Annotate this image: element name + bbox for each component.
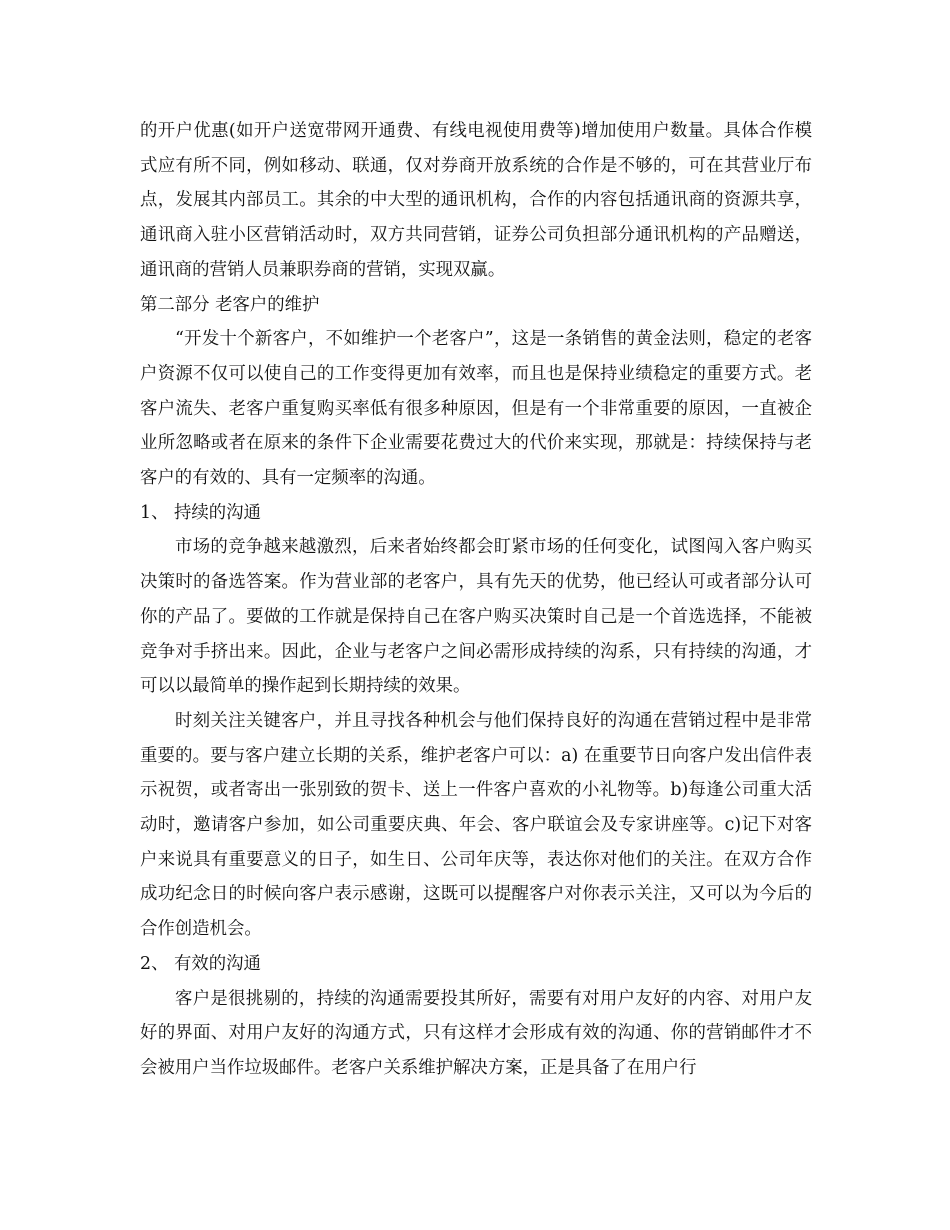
paragraph-market-competition: 市场的竞争越来越激烈，后来者始终都会盯紧市场的任何变化，试图闯入客户购买决策时的备选答案。作为营业部的老客户，具有先天的优势，他已经认可或者部分认可你的产品了。要做的工作就是保持自己在客户购买决策时自己是一个首选选择，不能被竞争对手挤出来。因此，企业与老客户之间必需形成持续的沟系，只有持续的沟通，才可以以最简单的操作起到长期持续的效果。 (140, 537, 812, 697)
subheading-effective-communication: 2、 有效的沟通 (140, 953, 261, 974)
section-heading-part-two: 第二部分 老客户的维护 (140, 294, 320, 315)
document-body (140, 114, 812, 1086)
subheading-continuous-communication: 1、 持续的沟通 (140, 502, 261, 523)
paragraph-golden-rule: “开发十个新客户，不如维护一个老客户”，这是一条销售的黄金法则，稳定的老客户资源不仅可以使自己的工作变得更加有效率，而且也是保持业绩稳定的重要方式。老客户流失、老客户重复购买率低有很多种原因，但是有一个非常重要的原因，一直被企业所忽略或者在原来的条件下企业需要花费过大的代价来实现，那就是：持续保持与老客户的有效的、具有一定频率的沟通。 (140, 329, 812, 489)
paragraph-key-customers: 时刻关注关键客户，并且寻找各种机会与他们保持良好的沟通在营销过程中是非常重要的。要与客户建立长期的关系，维护老客户可以：a) 在重要节日向客户发出信件表示祝贺，或者寄出一张别致的贺卡、送上一件客户喜欢的小礼物等。b)每逢公司重大活动时，邀请客户参加，如公司重要庆典、年会、客户联谊会及专家讲座等。c)记下对客户来说具有重要意义的日子，如生日、公司年庆等，表达你对他们的关注。在双方合作成功纪念日的时候向客户表示感谢，这既可以提醒客户对你表示关注，又可以为今后的合作创造机会。 (140, 710, 812, 940)
paragraph-picky-customers: 客户是很挑剔的，持续的沟通需要投其所好，需要有对用户友好的内容、对用户友好的界面、对用户友好的沟通方式，只有这样才会形成有效的沟通、你的营销邮件才不会被用户当作垃圾邮件。老客户关系维护解决方案，正是具备了在用户行 (140, 988, 812, 1078)
paragraph-opening: 的开户优惠(如开户送宽带网开通费、有线电视使用费等)增加使用户数量。具体合作模式应有所不同，例如移动、联通，仅对券商开放系统的合作是不够的，可在其营业厅布点，发展其内部员工。其余的中大型的通讯机构，合作的内容包括通讯商的资源共享，通讯商入驻小区营销活动时，双方共同营销，证券公司负担部分通讯机构的产品赠送，通讯商的营销人员兼职券商的营销，实现双赢。 (140, 121, 812, 280)
